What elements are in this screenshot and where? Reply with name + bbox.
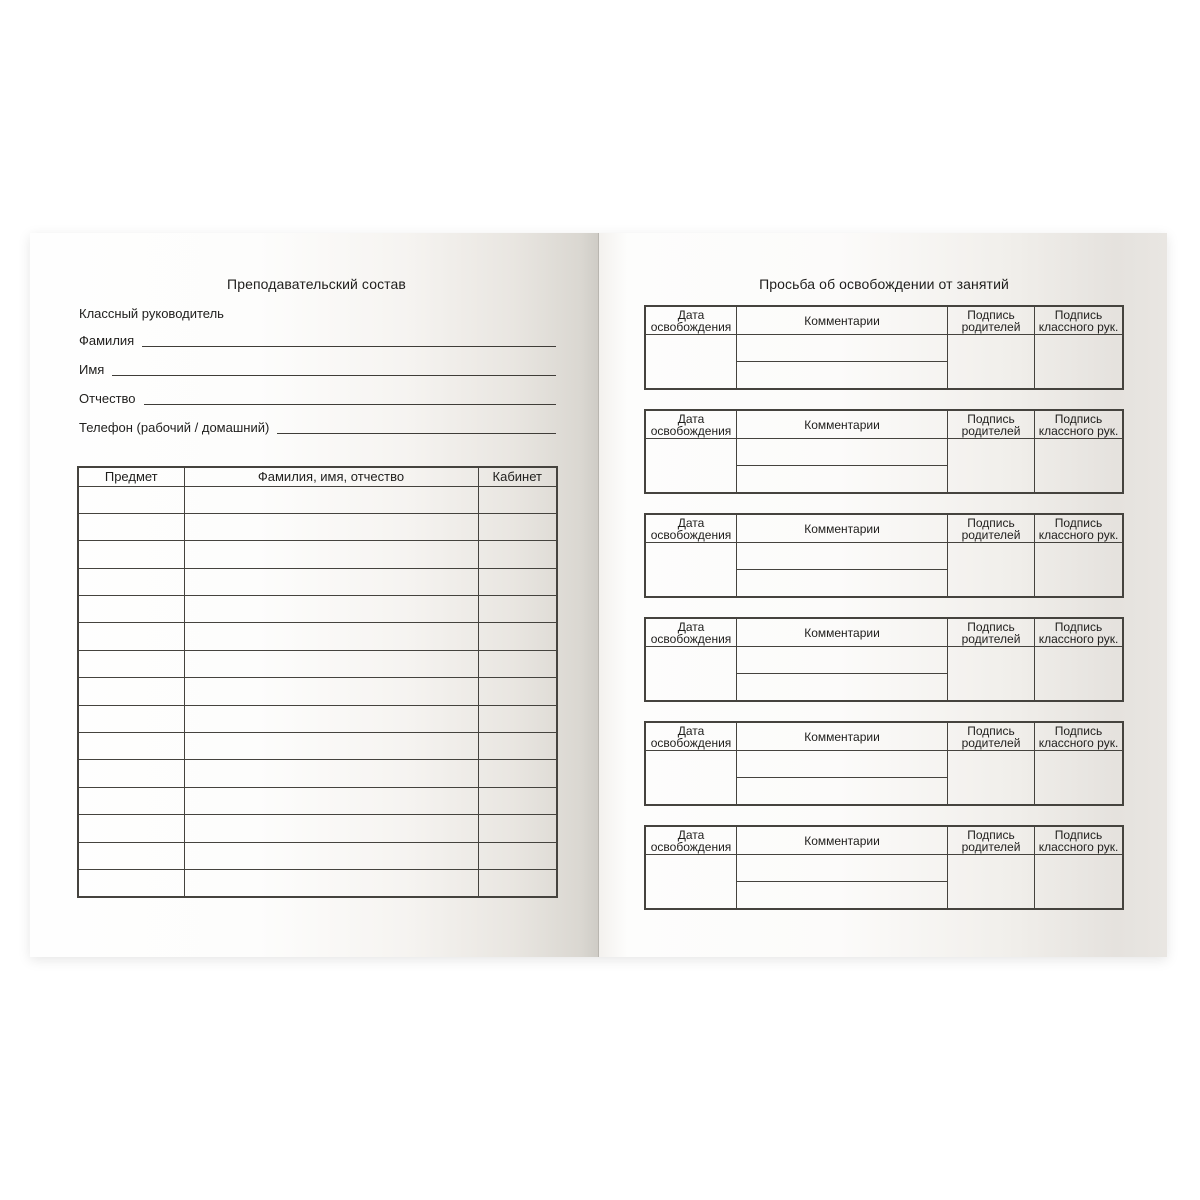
class-teacher-label: Классный руководитель bbox=[79, 306, 224, 321]
room-cell bbox=[478, 842, 557, 869]
subject-cell bbox=[78, 568, 184, 595]
release-date-cell bbox=[646, 543, 737, 596]
field-row-class-teacher bbox=[79, 305, 556, 322]
parents-signature-header: Подпись родителей bbox=[948, 515, 1035, 543]
surname-label: Фамилия bbox=[79, 333, 135, 348]
full-name-cell bbox=[184, 568, 478, 595]
comment-line-cell bbox=[737, 466, 948, 492]
teachers-table-body bbox=[78, 486, 557, 897]
class-teacher-signature-header: Подпись классного рук. bbox=[1035, 307, 1122, 335]
release-date-cell bbox=[646, 335, 737, 388]
parents-signature-cell bbox=[948, 543, 1035, 596]
name-label: Имя bbox=[79, 362, 105, 377]
subject-cell bbox=[78, 815, 184, 842]
full-name-cell bbox=[184, 705, 478, 732]
field-row-phone bbox=[79, 419, 556, 436]
subject-cell bbox=[78, 733, 184, 760]
subject-cell bbox=[78, 623, 184, 650]
teachers-table-empty-row bbox=[78, 678, 557, 705]
parents-signature-header: Подпись родителей bbox=[948, 411, 1035, 439]
parents-signature-cell bbox=[948, 335, 1035, 388]
release-date-cell bbox=[646, 647, 737, 700]
teachers-table-empty-row bbox=[78, 568, 557, 595]
teachers-table-empty-row bbox=[78, 787, 557, 814]
field-row-patronymic bbox=[79, 390, 556, 407]
release-request-block bbox=[644, 513, 1124, 598]
release-request-block bbox=[644, 617, 1124, 702]
left-page bbox=[30, 233, 598, 957]
subject-cell bbox=[78, 760, 184, 787]
room-cell bbox=[478, 869, 557, 896]
teachers-table-empty-row bbox=[78, 869, 557, 896]
parents-signature-header: Подпись родителей bbox=[948, 619, 1035, 647]
teachers-table-empty-row bbox=[78, 705, 557, 732]
class-teacher-signature-header: Подпись классного рук. bbox=[1035, 619, 1122, 647]
release-request-block bbox=[644, 825, 1124, 910]
class-teacher-signature-header: Подпись классного рук. bbox=[1035, 827, 1122, 855]
teachers-table-empty-row bbox=[78, 486, 557, 513]
comment-line-cell bbox=[737, 543, 948, 570]
full-name-cell bbox=[184, 842, 478, 869]
parents-signature-cell bbox=[948, 751, 1035, 804]
comment-line-cell bbox=[737, 570, 948, 596]
teachers-table-empty-row bbox=[78, 596, 557, 623]
comment-line-cell bbox=[737, 778, 948, 804]
full-name-cell bbox=[184, 650, 478, 677]
full-name-cell bbox=[184, 623, 478, 650]
parents-signature-header: Подпись родителей bbox=[948, 827, 1035, 855]
comment-line-cell bbox=[737, 335, 948, 362]
class-teacher-signature-cell bbox=[1035, 543, 1122, 596]
name-blank-line bbox=[112, 375, 556, 376]
room-cell bbox=[478, 541, 557, 568]
comment-line-cell bbox=[737, 439, 948, 466]
full-name-cell bbox=[184, 678, 478, 705]
full-name-cell bbox=[184, 760, 478, 787]
room-cell bbox=[478, 705, 557, 732]
teachers-table-empty-row bbox=[78, 513, 557, 540]
teachers-table-empty-row bbox=[78, 815, 557, 842]
teachers-table-empty-row bbox=[78, 842, 557, 869]
release-date-header: Дата освобождения bbox=[646, 827, 737, 855]
teachers-table-empty-row bbox=[78, 541, 557, 568]
room-cell bbox=[478, 513, 557, 540]
comments-header: Комментарии bbox=[737, 827, 948, 855]
patronymic-blank-line bbox=[144, 404, 556, 405]
release-request-block bbox=[644, 721, 1124, 806]
class-teacher-signature-cell bbox=[1035, 439, 1122, 492]
comment-line-cell bbox=[737, 855, 948, 882]
teachers-table-empty-row bbox=[78, 733, 557, 760]
room-cell bbox=[478, 760, 557, 787]
release-date-header: Дата освобождения bbox=[646, 515, 737, 543]
release-date-cell bbox=[646, 751, 737, 804]
release-request-block bbox=[644, 409, 1124, 494]
comment-line-cell bbox=[737, 882, 948, 908]
right-page-title: Просьба об освобождении от занятий bbox=[759, 276, 1009, 292]
class-teacher-signature-cell bbox=[1035, 751, 1122, 804]
room-cell bbox=[478, 623, 557, 650]
release-date-header: Дата освобождения bbox=[646, 411, 737, 439]
subject-cell bbox=[78, 842, 184, 869]
field-row-name bbox=[79, 361, 556, 378]
full-name-cell bbox=[184, 486, 478, 513]
parents-signature-cell bbox=[948, 647, 1035, 700]
diary-spread bbox=[30, 233, 1167, 957]
full-name-cell bbox=[184, 513, 478, 540]
subject-cell bbox=[78, 596, 184, 623]
room-cell bbox=[478, 733, 557, 760]
room-column-header: Кабинет bbox=[478, 467, 557, 486]
subject-column-header: Предмет bbox=[78, 467, 184, 486]
room-cell bbox=[478, 787, 557, 814]
phone-label: Телефон (рабочий / домашний) bbox=[79, 420, 270, 435]
field-row-surname bbox=[79, 332, 556, 349]
class-teacher-signature-cell bbox=[1035, 855, 1122, 908]
class-teacher-signature-header: Подпись классного рук. bbox=[1035, 723, 1122, 751]
subject-cell bbox=[78, 869, 184, 896]
release-date-header: Дата освобождения bbox=[646, 723, 737, 751]
room-cell bbox=[478, 486, 557, 513]
release-date-header: Дата освобождения bbox=[646, 307, 737, 335]
full-name-cell bbox=[184, 733, 478, 760]
comments-header: Комментарии bbox=[737, 307, 948, 335]
subject-cell bbox=[78, 486, 184, 513]
release-request-block bbox=[644, 305, 1124, 390]
teachers-table-header-row bbox=[78, 467, 557, 486]
class-teacher-signature-cell bbox=[1035, 335, 1122, 388]
right-page bbox=[598, 233, 1167, 957]
phone-blank-line bbox=[277, 433, 556, 434]
comment-line-cell bbox=[737, 751, 948, 778]
full-name-cell bbox=[184, 541, 478, 568]
subject-cell bbox=[78, 650, 184, 677]
comments-header: Комментарии bbox=[737, 619, 948, 647]
full-name-cell bbox=[184, 815, 478, 842]
full-name-cell bbox=[184, 869, 478, 896]
release-date-cell bbox=[646, 439, 737, 492]
class-teacher-signature-cell bbox=[1035, 647, 1122, 700]
subject-cell bbox=[78, 513, 184, 540]
subject-cell bbox=[78, 705, 184, 732]
comment-line-cell bbox=[737, 674, 948, 700]
class-teacher-signature-header: Подпись классного рук. bbox=[1035, 515, 1122, 543]
subject-cell bbox=[78, 787, 184, 814]
parents-signature-header: Подпись родителей bbox=[948, 723, 1035, 751]
parents-signature-header: Подпись родителей bbox=[948, 307, 1035, 335]
comments-header: Комментарии bbox=[737, 411, 948, 439]
release-date-cell bbox=[646, 855, 737, 908]
patronymic-label: Отчество bbox=[79, 391, 136, 406]
left-page-title: Преподавательский состав bbox=[227, 276, 406, 292]
comment-line-cell bbox=[737, 362, 948, 388]
teachers-table bbox=[77, 466, 558, 898]
surname-blank-line bbox=[142, 346, 556, 347]
teachers-table-empty-row bbox=[78, 760, 557, 787]
room-cell bbox=[478, 650, 557, 677]
room-cell bbox=[478, 568, 557, 595]
full-name-cell bbox=[184, 787, 478, 814]
room-cell bbox=[478, 815, 557, 842]
room-cell bbox=[478, 596, 557, 623]
release-date-header: Дата освобождения bbox=[646, 619, 737, 647]
room-cell bbox=[478, 678, 557, 705]
full-name-column-header: Фамилия, имя, отчество bbox=[184, 467, 478, 486]
comments-header: Комментарии bbox=[737, 723, 948, 751]
comment-line-cell bbox=[737, 647, 948, 674]
class-teacher-signature-header: Подпись классного рук. bbox=[1035, 411, 1122, 439]
full-name-cell bbox=[184, 596, 478, 623]
teachers-table-empty-row bbox=[78, 623, 557, 650]
parents-signature-cell bbox=[948, 439, 1035, 492]
comments-header: Комментарии bbox=[737, 515, 948, 543]
teachers-table-empty-row bbox=[78, 650, 557, 677]
release-request-blocks bbox=[644, 305, 1124, 910]
subject-cell bbox=[78, 678, 184, 705]
subject-cell bbox=[78, 541, 184, 568]
parents-signature-cell bbox=[948, 855, 1035, 908]
